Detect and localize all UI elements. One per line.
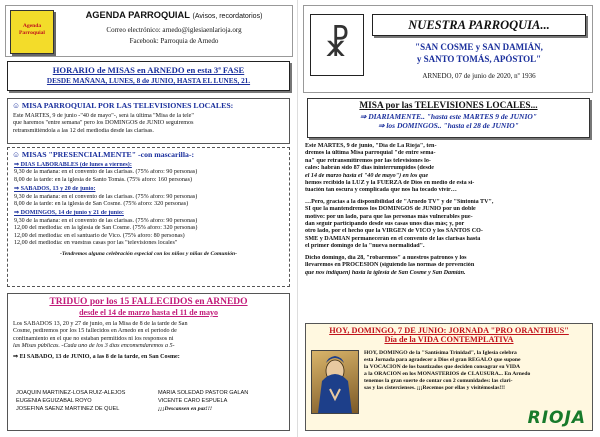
masthead-parishes-2: y SANTO TOMÁS, APÓSTOL" bbox=[416, 54, 542, 64]
left-page bbox=[5, 5, 293, 432]
masthead-parishes-1: "SAN COSME y SAN DAMIÁN, bbox=[415, 42, 543, 52]
article-line: SME y DAMIÁN permanecerán en el convento de las clarisas hasta bbox=[305, 235, 481, 242]
article-line: llevaremos en PROCESIÓN (siguiendo las normas de prevención bbox=[305, 262, 475, 269]
article-line: motivo: por un lado, para que las personas más vulnerables pue- bbox=[305, 213, 473, 220]
triduo-text bbox=[13, 321, 289, 361]
schedule-heading: ⇒ SÁBADOS, 13 y 20 de junio: bbox=[14, 186, 96, 193]
schedule-line: 12,00 del mediodía: en vuestras casas por las "televisiones locales" bbox=[14, 240, 178, 247]
article-line: dremos la última Misa parroquial "de entre sema- bbox=[305, 150, 436, 157]
schedule-heading: ⇒ DÍAS LABORABLES (de lunes a viernes): bbox=[14, 162, 132, 168]
triduo-line: Los SÁBADOS 13, 20 y 27 de junio, en la Misa de 8 de la tarde de San bbox=[13, 321, 188, 327]
chi-rho-icon: ☧ bbox=[323, 25, 351, 65]
triduo-title: TRIDUO por los 15 FALLECIDOS en ARNEDO bbox=[49, 297, 248, 307]
tv-notice-line2: ⇒ los DOMINGOS.. "hasta el 28 de JUNIO" bbox=[378, 121, 519, 130]
schedule-line: 8,00 de la tarde: en la iglesia de Santo Tomás. (75% aforo: 160 personas) bbox=[14, 176, 192, 183]
agenda-email: Correo electrónico: arnedo@iglesiaenlarioja.org bbox=[106, 27, 242, 34]
tv-mass-box bbox=[7, 98, 290, 144]
triduo-box bbox=[7, 293, 290, 431]
rest-in-peace: ¡¡¡Descansen en paz!!! bbox=[158, 406, 213, 412]
agenda-title-row bbox=[58, 10, 290, 20]
orantibus-title-2: Día de la VIDA CONTEMPLATIVA bbox=[384, 335, 514, 344]
tv-notice-box bbox=[307, 98, 590, 138]
agenda-title-sub: (Avisos, recordatorios) bbox=[192, 13, 263, 20]
schedule-line: 12,00 del mediodía: en el santuario de Vico. (75% aforo: 80 personas) bbox=[14, 232, 185, 239]
agenda-header bbox=[5, 5, 293, 57]
orantibus-line: esta Jornada para agradecer a Dios el gran REGALO que supone bbox=[364, 357, 521, 363]
rioja-watermark: RIOJA bbox=[527, 408, 586, 428]
presencial-list bbox=[14, 162, 289, 247]
triduo-line: Cosme, pediremos por los 15 fallecidos en Arnedo en el periodo de bbox=[13, 328, 177, 335]
orantibus-line: sas y las cistercienses. ¡¡¡Recemos por ellas y visitémoslas!!! bbox=[364, 385, 506, 391]
logo-line1: Agenda bbox=[22, 23, 42, 29]
agenda-title: AGENDA PARROQUIAL bbox=[85, 10, 190, 20]
article-line: Dicho domingo, día 28, "robaremos" a nuestros patronos y los bbox=[305, 254, 467, 261]
article-line: otro lado, por el hecho que la VIRGEN de VICO y los SANTOS CO- bbox=[305, 228, 483, 235]
horario-title: HORARIO de MISAS en ARNEDO en esta 3ª FASE bbox=[52, 65, 245, 75]
presencial-box bbox=[7, 147, 290, 287]
masthead bbox=[303, 5, 593, 93]
right-page bbox=[303, 5, 595, 432]
article-line: Este MARTES, 9 de junio, "Día de La Rioja", ten- bbox=[305, 143, 437, 149]
orantibus-line: a la ORACIÓN en los MONASTERIOS de CLAUSURA... En Arnedo bbox=[364, 371, 531, 377]
presencial-footer: -Tendremos alguna celebración especial con los niños y niñas de Comunión- bbox=[60, 251, 237, 258]
article-line: que nos indiquen) hasta la iglesia de San Cosme y San Damián. bbox=[305, 269, 466, 276]
presencial-title: ☺ MISAS "PRESENCIALMENTE" -con mascarilla-: bbox=[12, 150, 195, 159]
triduo-line: las Misas públicas. -Cada uno de los 3 días encomendaremos a 5- bbox=[13, 343, 175, 350]
chi-rho-logo bbox=[310, 14, 364, 76]
horario-subtitle: DESDE MAÑANA, LUNES, 8 de JUNIO, HASTA EL LUNES, 21. bbox=[46, 77, 251, 85]
article-line: el primer domingo de la "nueva normalidad". bbox=[305, 243, 425, 250]
orantibus-line: tenemos la gran suerte de contar con 2 comunidades: las clari- bbox=[364, 378, 513, 384]
deceased-name: JOAQUÍN MARTÍNEZ-LOSA RUIZ-ALEJOS bbox=[16, 390, 126, 396]
logo-line2: Parroquial bbox=[18, 30, 45, 36]
tv-mass-line: Este MARTES, 9 de junio -"40 de mayo"-, será la última "Misa de la tele" bbox=[13, 113, 194, 119]
deceased-name: JOSEFINA SÁENZ MARTÍNEZ DE QUEL bbox=[16, 406, 120, 412]
schedule-line: 9,30 de la mañana: en el convento de las clarisas. (75% aforo: 90 personas) bbox=[14, 217, 198, 224]
article-line: SÍ que la mantendremos los DOMINGOS de JUNIO por un doble bbox=[305, 206, 476, 213]
page-divider bbox=[297, 0, 298, 437]
tv-mass-line: que haremos "entre semana" pero los DOMINGOS de JUNIO seguiremos bbox=[13, 120, 194, 127]
deceased-name: VICENTE CARO ESPUELA bbox=[158, 398, 228, 404]
deceased-name: MARÍA SOLEDAD PASTOR GALÁN bbox=[158, 390, 249, 396]
article-line: …Pero, gracias a la disponibilidad de "Arnedo TV" y de "Sintonía TV", bbox=[305, 198, 494, 205]
triduo-names-right bbox=[158, 390, 288, 413]
triduo-names-left bbox=[16, 390, 156, 413]
deceased-name: EUGENIA EGUIZÁBAL ROYO bbox=[16, 398, 92, 404]
orantibus-line: la VOCACIÓN de los bautizados que deciden consagrar su VIDA bbox=[364, 364, 521, 370]
schedule-line: 9,30 de la mañana: en el convento de las clarisas. (75% aforo: 90 personas) bbox=[14, 193, 198, 200]
schedule-heading: ⇒ DOMINGOS, 14 de junio y 21 de junio: bbox=[14, 210, 124, 217]
article-line: tuación tan oscura y complicada que nos ha tocado vivir… bbox=[305, 187, 457, 194]
triduo-subtitle: desde el 14 de marzo hasta el 11 de mayo bbox=[79, 308, 218, 317]
tv-notice-title: MISA por las TELEVISIONES LOCALES... bbox=[359, 101, 538, 111]
tv-mass-line: retransmitiéndola a las 12 del mediodía desde las clarisas. bbox=[13, 127, 154, 134]
triduo-line: confinamiento en el que no estaban permitidos ni los responsos ni bbox=[13, 335, 174, 342]
schedule-line: 8,00 de la tarde: en la iglesia de San Cosme. (75% aforo: 320 personas) bbox=[14, 201, 189, 208]
masthead-title: NUESTRA PARROQUIA... bbox=[408, 18, 550, 32]
orantibus-text bbox=[364, 350, 590, 392]
orantibus-line: HOY, DOMINGO de la "Santísima Trinidad", la Iglesia celebra bbox=[364, 350, 517, 356]
virgin-image bbox=[311, 350, 359, 414]
article bbox=[305, 143, 593, 277]
article-line: el 14 de marzo hasta el "40 de mayo") en los que bbox=[305, 172, 429, 179]
masthead-date: ARNEDO, 07 de junio de 2020, nº 1936 bbox=[422, 72, 536, 80]
triduo-line: ⇒ El SÁBADO, 13 de JUNIO, a las 8 de la tarde, en San Cosme: bbox=[13, 353, 180, 360]
horario-box bbox=[7, 61, 290, 91]
masthead-title-box bbox=[372, 14, 586, 36]
schedule-line: 12,00 del mediodía: en la iglesia de San Cosme. (75% aforo: 320 personas) bbox=[14, 225, 198, 232]
agenda-logo bbox=[10, 10, 54, 54]
schedule-line: 9,30 de la mañana: en el convento de las clarisas. (75% aforo: 90 personas) bbox=[14, 169, 198, 176]
tv-notice-line1: ⇒ DIARIAMENTE.. "hasta este MARTES 9 de JUNIO" bbox=[360, 112, 537, 121]
tv-mass-title: ☺ MISA PARROQUIAL POR LAS TELEVISIONES LOCALES: bbox=[12, 101, 234, 110]
agenda-facebook: Facebook: Parroquia de Arnedo bbox=[129, 38, 219, 45]
article-line: hemos recibido la LUZ y la FUERZA de Dios en medio de esta si- bbox=[305, 180, 475, 187]
article-line: cales: habrán sido 87 días ininterrumpidos (desde bbox=[305, 165, 435, 172]
article-line: na" que retransmitiremos por las televisiones lo- bbox=[305, 157, 431, 164]
praying-figure-icon bbox=[312, 351, 358, 413]
orantibus-title-1: HOY, DOMINGO, 7 DE JUNIO: JORNADA "PRO ORANTIBUS" bbox=[329, 326, 569, 335]
orantibus-box bbox=[305, 323, 593, 431]
article-line: dan seguir participando desde sus casas unos días más; y, por bbox=[305, 221, 465, 228]
